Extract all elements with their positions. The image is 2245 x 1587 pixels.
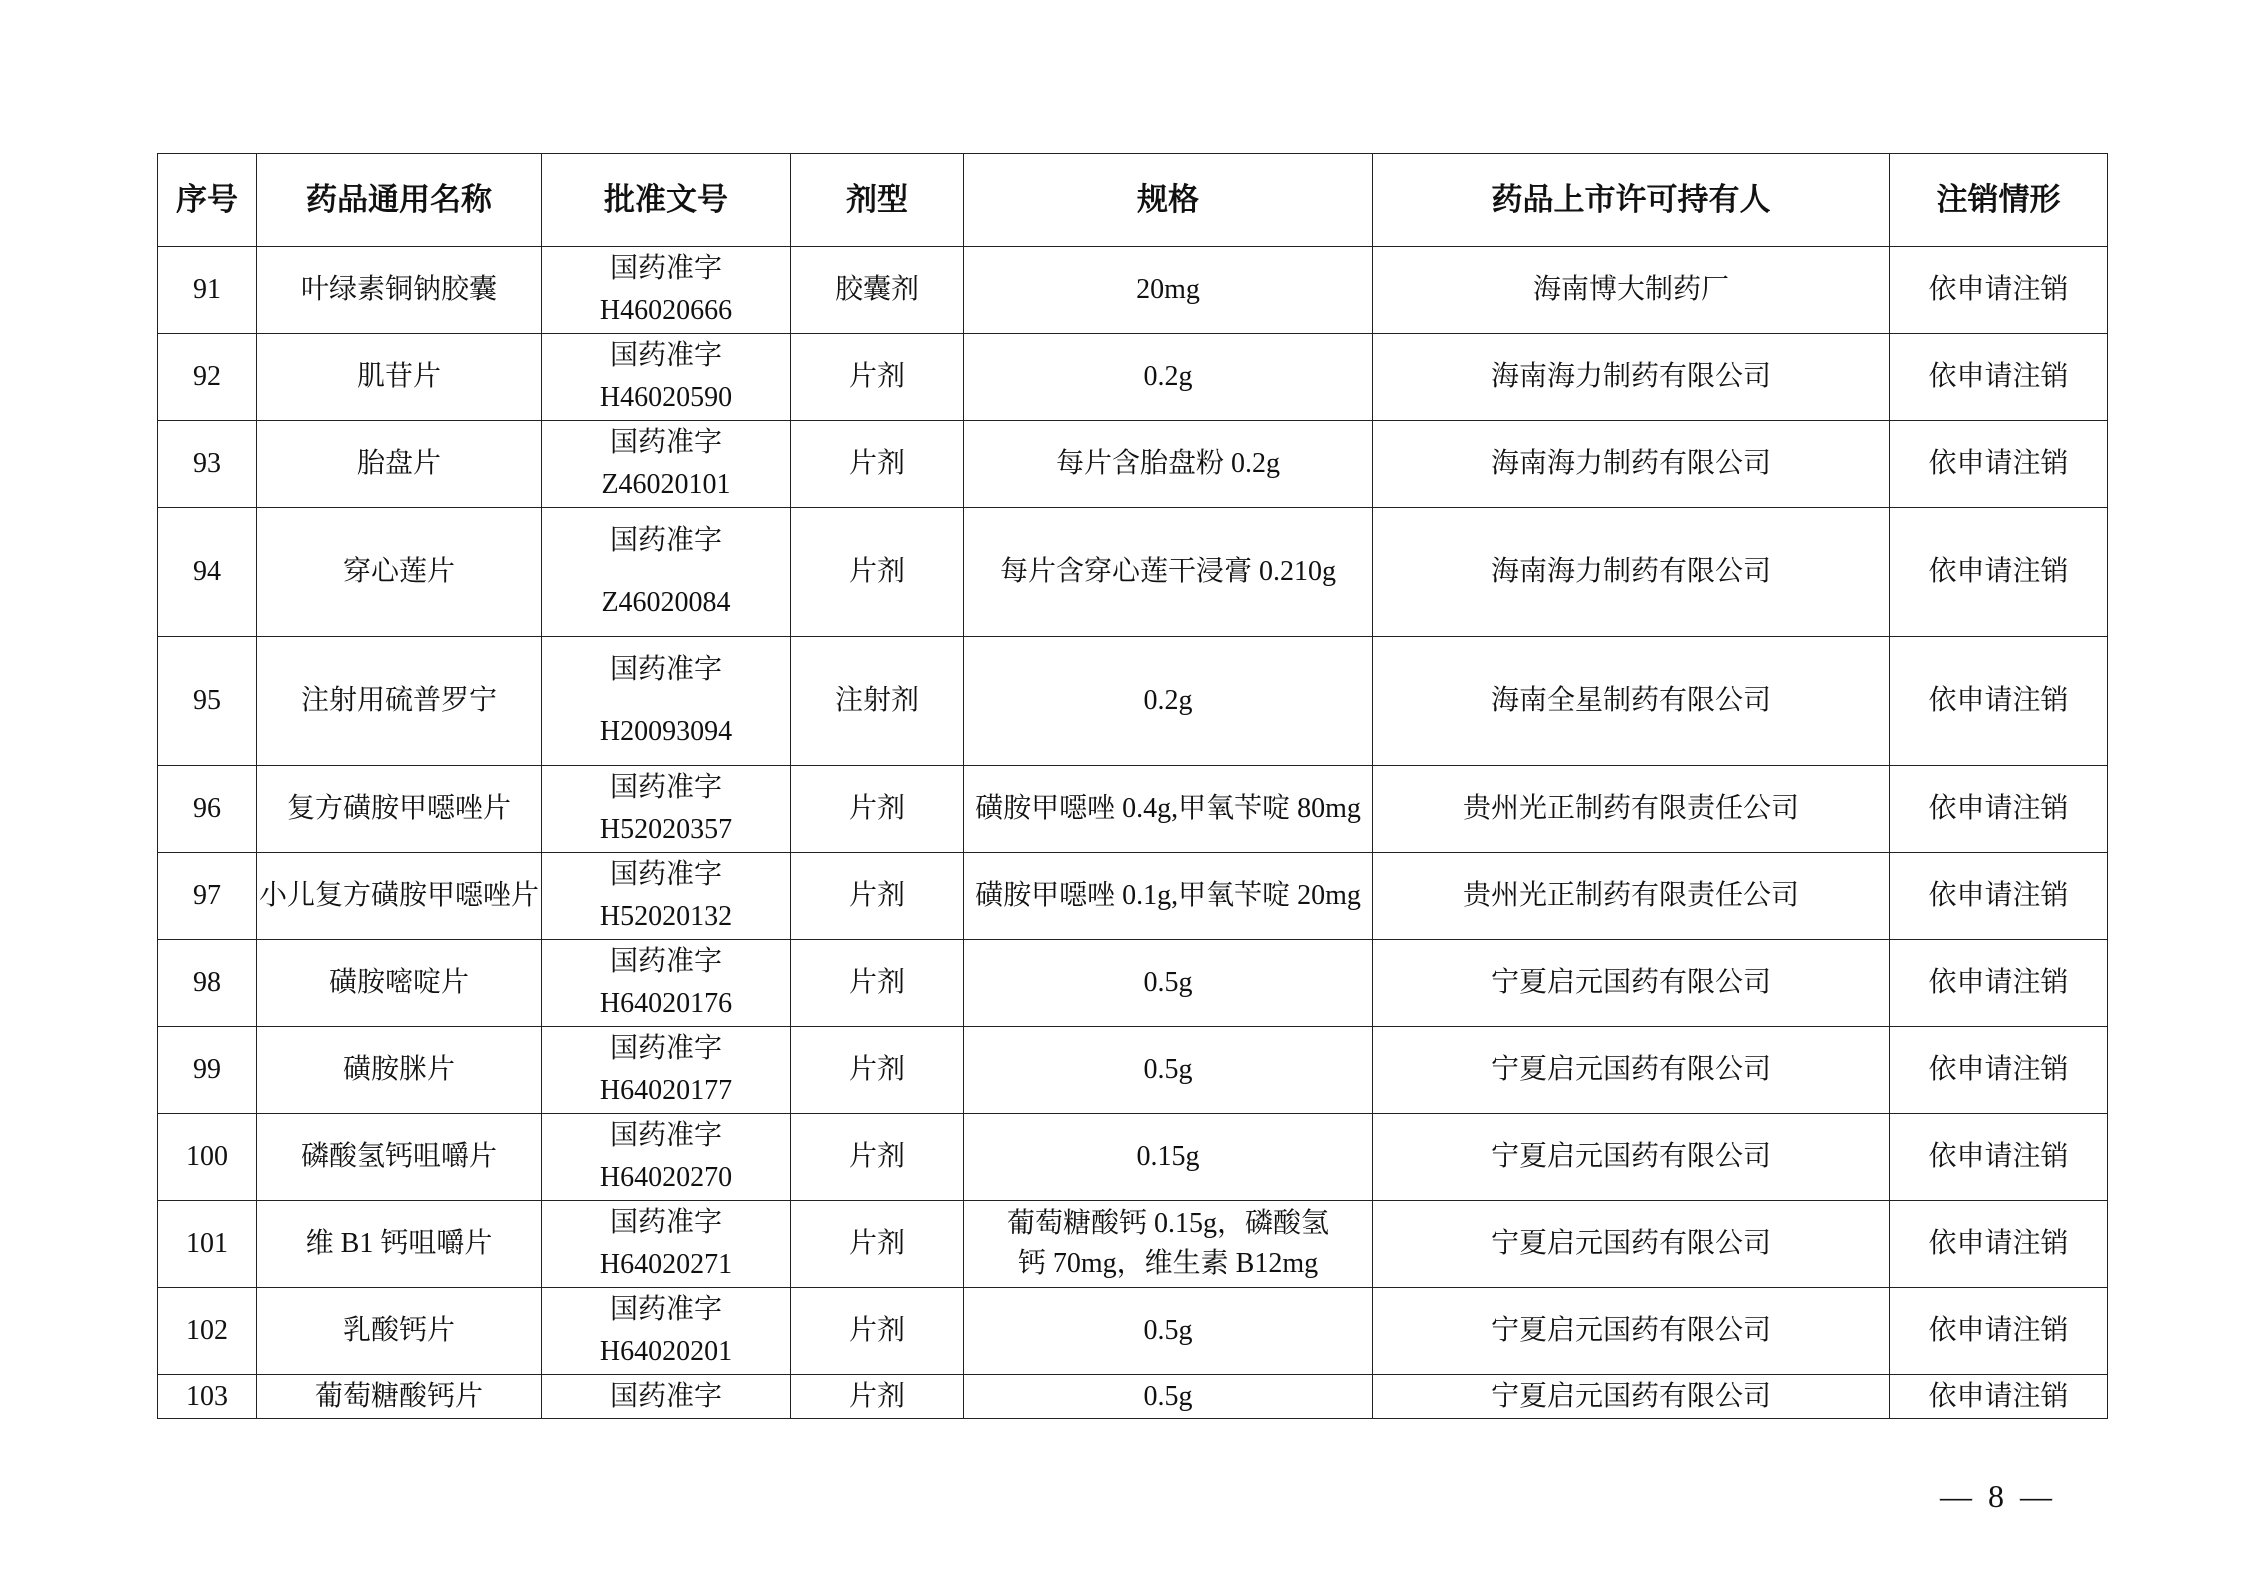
- table-row: [158, 334, 2108, 421]
- cancellation-status: 依申请注销: [1890, 247, 2108, 334]
- table-row: [158, 637, 2108, 766]
- row-number: 103: [158, 1375, 257, 1419]
- approval-prefix: 国药准字: [609, 772, 722, 803]
- row-number: 97: [158, 853, 257, 940]
- drug-name: 磺胺脒片: [257, 1027, 542, 1114]
- approval-prefix: 国药准字: [609, 859, 722, 890]
- approval-number: [542, 853, 791, 940]
- dosage-form: 片剂: [791, 1201, 964, 1288]
- table-row: [158, 1201, 2108, 1288]
- approval-code: H64020177: [599, 1075, 733, 1106]
- license-holder: 宁夏启元国药有限公司: [1373, 1288, 1890, 1375]
- specification: 20mg: [964, 247, 1373, 334]
- specification: 葡萄糖酸钙 0.15g，磷酸氢钙 70mg，维生素 B12mg: [964, 1201, 1373, 1288]
- specification: 0.2g: [964, 334, 1373, 421]
- approval-number: [542, 1027, 791, 1114]
- table-row: [158, 508, 2108, 637]
- approval-prefix: 国药准字: [609, 340, 722, 371]
- approval-number: [542, 421, 791, 508]
- approval-prefix: 国药准字: [609, 1294, 722, 1325]
- approval-code: H64020201: [599, 1336, 733, 1367]
- license-holder: 宁夏启元国药有限公司: [1373, 940, 1890, 1027]
- approval-code: H52020357: [599, 814, 733, 845]
- dosage-form: 注射剂: [791, 637, 964, 766]
- dosage-form: 片剂: [791, 1375, 964, 1419]
- drug-name: 胎盘片: [257, 421, 542, 508]
- approval-code: Z46020084: [601, 587, 731, 618]
- table-row: [158, 853, 2108, 940]
- drug-name: 维 B1 钙咀嚼片: [257, 1201, 542, 1288]
- drug-name: 乳酸钙片: [257, 1288, 542, 1375]
- approval-code: H52020132: [599, 901, 733, 932]
- cancellation-status: 依申请注销: [1890, 766, 2108, 853]
- cancellation-status: 依申请注销: [1890, 1114, 2108, 1201]
- approval-code: Z46020101: [601, 469, 731, 500]
- header-name: 药品通用名称: [257, 154, 542, 247]
- cancellation-status: 依申请注销: [1890, 334, 2108, 421]
- drug-cancellation-table: [157, 153, 2108, 1419]
- dosage-form: 片剂: [791, 766, 964, 853]
- row-number: 99: [158, 1027, 257, 1114]
- approval-number: [542, 1201, 791, 1288]
- specification: 0.5g: [964, 1375, 1373, 1419]
- approval-prefix: 国药准字: [609, 525, 722, 556]
- license-holder: 海南海力制药有限公司: [1373, 421, 1890, 508]
- approval-number: [542, 1114, 791, 1201]
- drug-name: 穿心莲片: [257, 508, 542, 637]
- cancellation-status: 依申请注销: [1890, 1375, 2108, 1419]
- cancellation-status: 依申请注销: [1890, 1201, 2108, 1288]
- dosage-form: 片剂: [791, 940, 964, 1027]
- table-row: [158, 247, 2108, 334]
- spacer: [544, 562, 788, 582]
- dosage-form: 片剂: [791, 853, 964, 940]
- drug-name: 叶绿素铜钠胶囊: [257, 247, 542, 334]
- approval-number: [542, 508, 791, 637]
- license-holder: 宁夏启元国药有限公司: [1373, 1027, 1890, 1114]
- license-holder: 宁夏启元国药有限公司: [1373, 1114, 1890, 1201]
- approval-code: H64020270: [599, 1162, 733, 1193]
- cancellation-status: 依申请注销: [1890, 940, 2108, 1027]
- header-no: 序号: [158, 154, 257, 247]
- table-row: [158, 766, 2108, 853]
- header-approval: 批准文号: [542, 154, 791, 247]
- dosage-form: 片剂: [791, 1027, 964, 1114]
- row-number: 91: [158, 247, 257, 334]
- drug-name: 复方磺胺甲噁唑片: [257, 766, 542, 853]
- dosage-form: 片剂: [791, 508, 964, 637]
- approval-prefix: 国药准字: [609, 1033, 722, 1064]
- row-number: 92: [158, 334, 257, 421]
- row-number: 101: [158, 1201, 257, 1288]
- dosage-form: 片剂: [791, 1288, 964, 1375]
- table-row: [158, 1114, 2108, 1201]
- license-holder: 海南海力制药有限公司: [1373, 334, 1890, 421]
- row-number: 93: [158, 421, 257, 508]
- approval-number: [542, 334, 791, 421]
- specification: 0.5g: [964, 940, 1373, 1027]
- approval-code: H46020666: [599, 295, 733, 326]
- drug-name: 磷酸氢钙咀嚼片: [257, 1114, 542, 1201]
- license-holder: 海南博大制药厂: [1373, 247, 1890, 334]
- row-number: 102: [158, 1288, 257, 1375]
- approval-prefix: 国药准字: [609, 1380, 722, 1412]
- header-holder: 药品上市许可持有人: [1373, 154, 1890, 247]
- license-holder: 宁夏启元国药有限公司: [1373, 1201, 1890, 1288]
- approval-prefix: 国药准字: [609, 654, 722, 685]
- table-row: [158, 1027, 2108, 1114]
- table-row: [158, 940, 2108, 1027]
- license-holder: 海南全星制药有限公司: [1373, 637, 1890, 766]
- approval-number: [542, 940, 791, 1027]
- drug-name: 肌苷片: [257, 334, 542, 421]
- row-number: 94: [158, 508, 257, 637]
- dosage-form: 片剂: [791, 334, 964, 421]
- page-number: — 8 —: [1940, 1478, 2056, 1514]
- header-form: 剂型: [791, 154, 964, 247]
- cancellation-status: 依申请注销: [1890, 637, 2108, 766]
- dosage-form: 胶囊剂: [791, 247, 964, 334]
- specification: 磺胺甲噁唑 0.1g,甲氧苄啶 20mg: [964, 853, 1373, 940]
- table-row: [158, 421, 2108, 508]
- row-number: 95: [158, 637, 257, 766]
- spacer: [544, 691, 788, 711]
- row-number: 96: [158, 766, 257, 853]
- drug-name: 磺胺嘧啶片: [257, 940, 542, 1027]
- drug-name: 葡萄糖酸钙片: [257, 1375, 542, 1419]
- approval-code: H64020271: [599, 1249, 733, 1280]
- cancellation-status: 依申请注销: [1890, 508, 2108, 637]
- drug-name: 小儿复方磺胺甲噁唑片: [257, 853, 542, 940]
- approval-prefix: 国药准字: [609, 253, 722, 284]
- specification: 0.15g: [964, 1114, 1373, 1201]
- table-row: [158, 1375, 2108, 1419]
- approval-prefix: 国药准字: [609, 1120, 722, 1151]
- specification: 每片含胎盘粉 0.2g: [964, 421, 1373, 508]
- approval-number: [542, 1375, 791, 1419]
- approval-prefix: 国药准字: [609, 427, 722, 458]
- specification: 0.5g: [964, 1288, 1373, 1375]
- license-holder: 贵州光正制药有限责任公司: [1373, 766, 1890, 853]
- approval-code: H46020590: [599, 382, 733, 413]
- approval-number: [542, 637, 791, 766]
- table-header-row: [158, 154, 2108, 247]
- approval-prefix: 国药准字: [609, 1207, 722, 1238]
- specification: 0.2g: [964, 637, 1373, 766]
- header-spec: 规格: [964, 154, 1373, 247]
- approval-number: [542, 766, 791, 853]
- approval-prefix: 国药准字: [609, 946, 722, 977]
- cancellation-status: 依申请注销: [1890, 1027, 2108, 1114]
- specification: 每片含穿心莲干浸膏 0.210g: [964, 508, 1373, 637]
- cancellation-status: 依申请注销: [1890, 421, 2108, 508]
- specification: 磺胺甲噁唑 0.4g,甲氧苄啶 80mg: [964, 766, 1373, 853]
- license-holder: 宁夏启元国药有限公司: [1373, 1375, 1890, 1419]
- table-row: [158, 1288, 2108, 1375]
- approval-code: H64020176: [599, 988, 733, 1019]
- row-number: 98: [158, 940, 257, 1027]
- cancellation-status: 依申请注销: [1890, 1288, 2108, 1375]
- specification: 0.5g: [964, 1027, 1373, 1114]
- approval-number: [542, 1288, 791, 1375]
- dosage-form: 片剂: [791, 421, 964, 508]
- drug-name: 注射用硫普罗宁: [257, 637, 542, 766]
- cancellation-status: 依申请注销: [1890, 853, 2108, 940]
- header-status: 注销情形: [1890, 154, 2108, 247]
- license-holder: 贵州光正制药有限责任公司: [1373, 853, 1890, 940]
- approval-code: H20093094: [599, 716, 733, 747]
- license-holder: 海南海力制药有限公司: [1373, 508, 1890, 637]
- approval-number: [542, 247, 791, 334]
- row-number: 100: [158, 1114, 257, 1201]
- dosage-form: 片剂: [791, 1114, 964, 1201]
